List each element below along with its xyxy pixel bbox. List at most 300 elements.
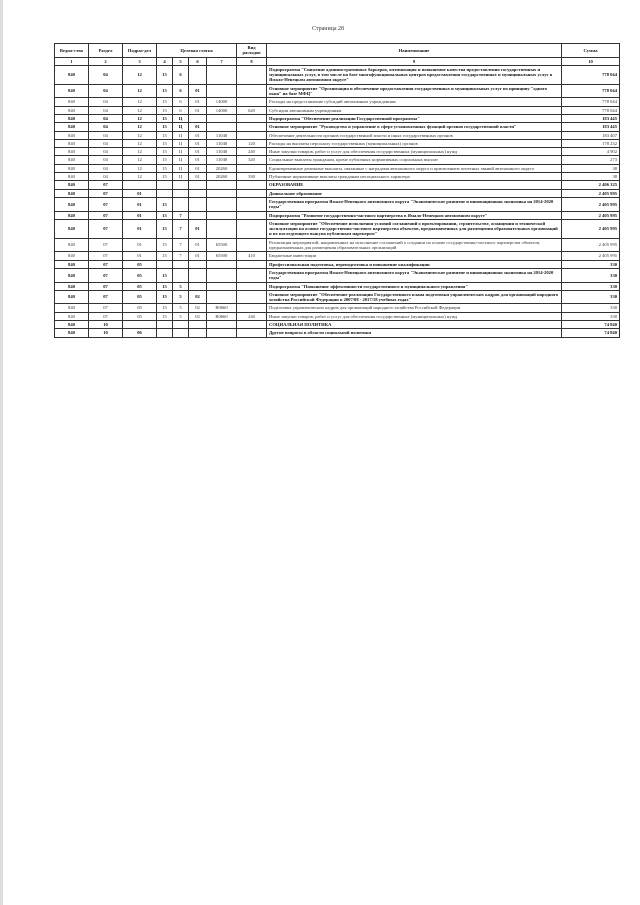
target-subprogram-cell: Ц [173, 173, 189, 181]
expense-type-cell: 620 [237, 106, 267, 114]
podrazdel-cell: 06 [123, 329, 157, 337]
table-row [55, 197, 620, 211]
target-event-cell [189, 282, 207, 290]
target-event-cell: 01 [189, 173, 207, 181]
expense-type-cell [237, 98, 267, 106]
target-subprogram-cell: 7 [173, 252, 189, 260]
target-subprogram-cell: 7 [173, 238, 189, 252]
sum-cell: 778 044 [562, 98, 620, 106]
razdel-cell: 07 [89, 181, 123, 189]
sum-cell: 2 405 995 [562, 219, 620, 238]
name-cell: Публичные нормативные выплаты гражданам несоциального характера [267, 173, 562, 181]
target-program-cell: 15 [157, 304, 173, 312]
podrazdel-cell: 05 [123, 282, 157, 290]
expense-type-cell: 240 [237, 148, 267, 156]
razdel-cell: 07 [89, 238, 123, 252]
razdel-cell: 04 [89, 84, 123, 98]
col-celevaya-header: Целевая статья [157, 44, 237, 58]
expense-type-cell [237, 238, 267, 252]
sum-cell: 330 [562, 290, 620, 304]
expense-type-cell [237, 260, 267, 268]
target-direction-cell [207, 114, 237, 122]
target-program-cell [157, 181, 173, 189]
header-number-cell: 3 [123, 57, 157, 65]
expense-type-cell [237, 320, 267, 328]
target-program-cell [157, 320, 173, 328]
target-program-cell: 15 [157, 114, 173, 122]
razdel-cell: 04 [89, 106, 123, 114]
target-event-cell: 01 [189, 219, 207, 238]
name-cell: Подпрограмма "Снижение административных барьеров, оптимизация и повышение качества предоставления государственных и муниципальных услуг, в том числе на базе многофункциональных центров предоставления государственных и муниципальных услуг в Ямало-Ненецком автономном округе" [267, 65, 562, 84]
target-program-cell: 15 [157, 65, 173, 84]
name-cell: СОЦИАЛЬНАЯ ПОЛИТИКА [267, 320, 562, 328]
sum-cell: 2 405 995 [562, 238, 620, 252]
expense-type-cell [237, 131, 267, 139]
expense-type-cell [237, 219, 267, 238]
podrazdel-cell: 12 [123, 139, 157, 147]
ved-cell: 840 [55, 219, 89, 238]
razdel-cell: 04 [89, 131, 123, 139]
target-direction-cell [207, 290, 237, 304]
page-number: Страница 28 [311, 26, 345, 32]
target-direction-cell: R0660 [207, 304, 237, 312]
razdel-cell: 07 [89, 268, 123, 282]
col-name-header: Наименование [267, 44, 562, 58]
target-program-cell [157, 329, 173, 337]
ved-cell: 840 [55, 164, 89, 172]
expense-type-cell [237, 164, 267, 172]
header-number-cell: 7 [207, 57, 237, 65]
razdel-cell: 07 [89, 252, 123, 260]
name-cell: Дошкольное образование [267, 189, 562, 197]
razdel-cell: 07 [89, 197, 123, 211]
target-subprogram-cell: Ц [173, 131, 189, 139]
ved-cell: 840 [55, 84, 89, 98]
target-event-cell: 01 [189, 164, 207, 172]
sum-cell: 2 405 995 [562, 197, 620, 211]
target-program-cell: 15 [157, 290, 173, 304]
table-row [55, 123, 620, 131]
name-cell: Социальные выплаты гражданам, кроме публичных нормативных социальных выплат [267, 156, 562, 164]
target-program-cell: 15 [157, 156, 173, 164]
target-event-cell [189, 114, 207, 122]
header-number-row [55, 57, 620, 65]
name-cell: Подпрограмма "Повышение эффективности государственного и муниципального управления" [267, 282, 562, 290]
razdel-cell: 07 [89, 211, 123, 219]
expense-type-cell [237, 290, 267, 304]
razdel-cell: 04 [89, 173, 123, 181]
table-row [55, 156, 620, 164]
podrazdel-cell: 12 [123, 173, 157, 181]
name-cell: Обеспечение деятельности органов государственной власти и иных государственных органов [267, 131, 562, 139]
ved-cell: 840 [55, 98, 89, 106]
podrazdel-cell: 12 [123, 123, 157, 131]
ved-cell: 840 [55, 290, 89, 304]
target-subprogram-cell: 6 [173, 84, 189, 98]
table-row [55, 173, 620, 181]
expense-type-cell [237, 282, 267, 290]
target-event-cell: 02 [189, 290, 207, 304]
target-event-cell: 02 [189, 304, 207, 312]
name-cell: Иные закупки товаров, работ и услуг для обеспечения государственных (муниципальных) нужд [267, 312, 562, 320]
sum-cell: 778 044 [562, 106, 620, 114]
ved-cell: 840 [55, 131, 89, 139]
table-row [55, 252, 620, 260]
name-cell: Профессиональная подготовка, переподготовка и повышение квалификации [267, 260, 562, 268]
target-direction-cell [207, 320, 237, 328]
sum-cell: 2 406 325 [562, 181, 620, 189]
target-direction-cell [207, 219, 237, 238]
name-cell: Другие вопросы в области социальной политики [267, 329, 562, 337]
header-number-cell: 9 [267, 57, 562, 65]
ved-cell: 840 [55, 197, 89, 211]
target-direction-cell: R0660 [207, 312, 237, 320]
ved-cell: 840 [55, 173, 89, 181]
podrazdel-cell: 01 [123, 252, 157, 260]
table-row [55, 320, 620, 328]
ved-cell: 840 [55, 238, 89, 252]
name-cell: Государственная программа Ямало-Ненецкого автономного округа "Экономическое развитие и инновационная экономика на 2014-2020 годы" [267, 197, 562, 211]
target-subprogram-cell: 6 [173, 106, 189, 114]
target-subprogram-cell [173, 181, 189, 189]
target-direction-cell [207, 260, 237, 268]
expense-type-cell [237, 329, 267, 337]
sum-cell: 74 840 [562, 329, 620, 337]
target-subprogram-cell: 5 [173, 290, 189, 304]
ved-cell: 840 [55, 304, 89, 312]
target-direction-cell [207, 268, 237, 282]
expense-type-cell [237, 197, 267, 211]
ved-cell: 840 [55, 268, 89, 282]
target-event-cell [189, 197, 207, 211]
target-program-cell: 15 [157, 197, 173, 211]
target-event-cell: 01 [189, 106, 207, 114]
target-subprogram-cell: 5 [173, 282, 189, 290]
table-row [55, 164, 620, 172]
target-subprogram-cell: Ц [173, 164, 189, 172]
podrazdel-cell: 05 [123, 268, 157, 282]
header-number-cell: 5 [173, 57, 189, 65]
table-row [55, 282, 620, 290]
podrazdel-cell: 12 [123, 114, 157, 122]
col-razdel-header: Раздел [89, 44, 123, 58]
expense-type-cell [237, 181, 267, 189]
sum-cell: 330 [562, 268, 620, 282]
sum-cell: 330 [562, 304, 620, 312]
expense-type-cell: 120 [237, 139, 267, 147]
sum-cell: 38 [562, 173, 620, 181]
ved-cell: 840 [55, 312, 89, 320]
expense-type-cell: 410 [237, 252, 267, 260]
podrazdel-cell: 12 [123, 65, 157, 84]
target-program-cell: 15 [157, 252, 173, 260]
target-direction-cell [207, 123, 237, 131]
podrazdel-cell: 01 [123, 197, 157, 211]
podrazdel-cell: 12 [123, 156, 157, 164]
razdel-cell: 07 [89, 312, 123, 320]
table-row [55, 290, 620, 304]
target-event-cell: 01 [189, 123, 207, 131]
ved-cell: 840 [55, 189, 89, 197]
table-row [55, 329, 620, 337]
podrazdel-cell: 12 [123, 106, 157, 114]
podrazdel-cell: 01 [123, 238, 157, 252]
target-subprogram-cell: Ц [173, 114, 189, 122]
table-row [55, 131, 620, 139]
podrazdel-cell: 12 [123, 148, 157, 156]
target-event-cell: 02 [189, 312, 207, 320]
sum-cell: 38 [562, 164, 620, 172]
razdel-cell: 07 [89, 304, 123, 312]
razdel-cell: 04 [89, 114, 123, 122]
table-row [55, 84, 620, 98]
target-program-cell: 15 [157, 131, 173, 139]
target-program-cell: 15 [157, 282, 173, 290]
expense-type-cell [237, 123, 267, 131]
table-row [55, 268, 620, 282]
table-row [55, 98, 620, 106]
target-subprogram-cell [173, 320, 189, 328]
target-direction-cell: 11040 [207, 148, 237, 156]
target-subprogram-cell [173, 268, 189, 282]
ved-cell: 840 [55, 320, 89, 328]
target-subprogram-cell: 6 [173, 98, 189, 106]
target-subprogram-cell: 5 [173, 304, 189, 312]
name-cell: Подготовка управленческих кадров для организаций народного хозяйства Российской Федерации [267, 304, 562, 312]
ved-cell: 840 [55, 65, 89, 84]
podrazdel-cell [123, 181, 157, 189]
target-subprogram-cell: Ц [173, 123, 189, 131]
razdel-cell: 04 [89, 65, 123, 84]
sum-cell: 330 [562, 312, 620, 320]
target-program-cell: 15 [157, 148, 173, 156]
target-program-cell: 15 [157, 123, 173, 131]
razdel-cell: 04 [89, 98, 123, 106]
podrazdel-cell: 01 [123, 219, 157, 238]
target-direction-cell [207, 197, 237, 211]
table-row [55, 148, 620, 156]
target-event-cell: 01 [189, 238, 207, 252]
podrazdel-cell: 05 [123, 260, 157, 268]
target-direction-cell [207, 84, 237, 98]
target-subprogram-cell: 7 [173, 219, 189, 238]
sum-cell: 330 [562, 260, 620, 268]
name-cell: Расходы на выплаты персоналу государственных (муниципальных) органов [267, 139, 562, 147]
target-direction-cell: 11040 [207, 139, 237, 147]
header-number-cell: 2 [89, 57, 123, 65]
expense-type-cell [237, 65, 267, 84]
name-cell: Основное мероприятие "Организация и обеспечение предоставления государственных и муниципальных услуг по принципу "одного окна" на базе МФЦ" [267, 84, 562, 98]
target-subprogram-cell [173, 197, 189, 211]
razdel-cell: 07 [89, 290, 123, 304]
ved-cell: 840 [55, 114, 89, 122]
target-direction-cell: 14000 [207, 98, 237, 106]
expense-type-cell [237, 84, 267, 98]
ved-cell: 840 [55, 156, 89, 164]
podrazdel-cell: 05 [123, 304, 157, 312]
header-number-cell: 1 [55, 57, 89, 65]
name-cell: ОБРАЗОВАНИЕ [267, 181, 562, 189]
target-event-cell [189, 320, 207, 328]
target-direction-cell: 20260 [207, 173, 237, 181]
table-row [55, 189, 620, 197]
sum-cell: 2 405 995 [562, 252, 620, 260]
header-number-cell: 6 [189, 57, 207, 65]
razdel-cell: 07 [89, 282, 123, 290]
table-row [55, 181, 620, 189]
target-program-cell: 15 [157, 211, 173, 219]
target-event-cell [189, 260, 207, 268]
ved-cell: 840 [55, 252, 89, 260]
podrazdel-cell: 12 [123, 98, 157, 106]
target-direction-cell [207, 181, 237, 189]
sum-cell: 2 405 995 [562, 211, 620, 219]
sum-cell: 330 [562, 282, 620, 290]
target-program-cell: 15 [157, 312, 173, 320]
header-number-cell: 10 [562, 57, 620, 65]
target-direction-cell: 11040 [207, 156, 237, 164]
ved-cell: 840 [55, 148, 89, 156]
table-row [55, 219, 620, 238]
scan-edge [0, 0, 3, 905]
name-cell: Государственная программа Ямало-Ненецкого автономного округа "Экономическое развитие и инновационная экономика на 2014-2020 годы" [267, 268, 562, 282]
ved-cell: 840 [55, 211, 89, 219]
header-number-cell: 4 [157, 57, 173, 65]
header-number-cell: 8 [237, 57, 267, 65]
sum-cell: 778 044 [562, 65, 620, 84]
podrazdel-cell: 05 [123, 312, 157, 320]
expense-type-cell [237, 189, 267, 197]
target-direction-cell: 65500 [207, 238, 237, 252]
expense-type-cell: 240 [237, 312, 267, 320]
name-cell: Единовременные денежные выплаты, связанные с наградами автономного округа и присвоением почетных званий автономного округа [267, 164, 562, 172]
razdel-cell: 04 [89, 156, 123, 164]
target-event-cell: 01 [189, 252, 207, 260]
sum-cell: 183 445 [562, 114, 620, 122]
target-subprogram-cell [173, 260, 189, 268]
target-program-cell [157, 189, 173, 197]
ved-cell: 840 [55, 181, 89, 189]
razdel-cell: 07 [89, 260, 123, 268]
ved-cell: 840 [55, 282, 89, 290]
razdel-cell: 10 [89, 329, 123, 337]
name-cell: Основное мероприятие "Руководство и управление в сфере установленных функций органов государственной власти" [267, 123, 562, 131]
target-event-cell: 01 [189, 156, 207, 164]
target-program-cell [157, 260, 173, 268]
podrazdel-cell: 12 [123, 84, 157, 98]
podrazdel-cell: 01 [123, 189, 157, 197]
table-row [55, 312, 620, 320]
sum-cell: 778 044 [562, 84, 620, 98]
target-event-cell [189, 211, 207, 219]
expense-type-cell [237, 268, 267, 282]
razdel-cell: 10 [89, 320, 123, 328]
table-row [55, 106, 620, 114]
target-direction-cell [207, 65, 237, 84]
budget-table [54, 43, 620, 338]
expense-type-cell [237, 114, 267, 122]
ved-cell: 840 [55, 123, 89, 131]
target-program-cell: 15 [157, 268, 173, 282]
col-podrazdel-header: Подраз-дел [123, 44, 157, 58]
target-direction-cell: 20260 [207, 164, 237, 172]
name-cell: Реализация мероприятий, направленных на исполнение соглашений о создании на основе государственно-частного партнерства объектов, предназначенных для размещения образовательных организаций [267, 238, 562, 252]
podrazdel-cell: 12 [123, 164, 157, 172]
sum-cell: 183 445 [562, 123, 620, 131]
target-direction-cell: 14000 [207, 106, 237, 114]
razdel-cell: 04 [89, 164, 123, 172]
target-event-cell: 01 [189, 131, 207, 139]
target-event-cell [189, 65, 207, 84]
sum-cell: 4 902 [562, 148, 620, 156]
podrazdel-cell: 05 [123, 290, 157, 304]
table-row [55, 238, 620, 252]
ved-cell: 840 [55, 329, 89, 337]
name-cell: Иные закупки товаров, работ и услуг для обеспечения государственных (муниципальных) нужд [267, 148, 562, 156]
expense-type-cell [237, 304, 267, 312]
sum-cell: 183 407 [562, 131, 620, 139]
table-row [55, 114, 620, 122]
target-program-cell: 15 [157, 139, 173, 147]
sum-cell: 74 840 [562, 320, 620, 328]
document-sheet [32, 22, 624, 736]
razdel-cell: 04 [89, 148, 123, 156]
expense-type-cell: 320 [237, 156, 267, 164]
ved-cell: 840 [55, 260, 89, 268]
col-vid-header: Вид расходов [237, 44, 267, 58]
sum-cell: 273 [562, 156, 620, 164]
podrazdel-cell [123, 320, 157, 328]
table-row [55, 304, 620, 312]
target-event-cell [189, 329, 207, 337]
table-row [55, 139, 620, 147]
target-direction-cell [207, 329, 237, 337]
sum-cell: 178 232 [562, 139, 620, 147]
name-cell: Подпрограмма "Развитие государственно-частного партнерства в Ямало-Ненецком автономном округе" [267, 211, 562, 219]
table-row [55, 65, 620, 84]
name-cell: Подпрограмма "Обеспечение реализации Государственной программы" [267, 114, 562, 122]
target-event-cell: 01 [189, 84, 207, 98]
target-subprogram-cell: 6 [173, 65, 189, 84]
razdel-cell: 04 [89, 123, 123, 131]
target-event-cell [189, 181, 207, 189]
target-program-cell: 15 [157, 219, 173, 238]
target-program-cell: 15 [157, 238, 173, 252]
name-cell: Основное мероприятие "Обеспечение реализации Государственного плана подготовки управленческих кадров для организаций народного хозяйства Российской Федерации в 2007/08 - 2017/18 учебных годах" [267, 290, 562, 304]
name-cell: Бюджетные инвестиции [267, 252, 562, 260]
razdel-cell: 07 [89, 219, 123, 238]
target-subprogram-cell: 7 [173, 211, 189, 219]
target-direction-cell [207, 211, 237, 219]
target-event-cell [189, 189, 207, 197]
target-subprogram-cell: Ц [173, 148, 189, 156]
target-program-cell: 15 [157, 106, 173, 114]
target-program-cell: 15 [157, 173, 173, 181]
expense-type-cell [237, 211, 267, 219]
target-direction-cell [207, 189, 237, 197]
col-summa-header: Сумма [562, 44, 620, 58]
target-subprogram-cell: 5 [173, 312, 189, 320]
expense-type-cell: 330 [237, 173, 267, 181]
razdel-cell: 07 [89, 189, 123, 197]
name-cell: Субсидии автономным учреждениям [267, 106, 562, 114]
target-subprogram-cell [173, 329, 189, 337]
col-ved-header: Ведом-ство [55, 44, 89, 58]
target-program-cell: 15 [157, 98, 173, 106]
table-row [55, 211, 620, 219]
target-event-cell [189, 268, 207, 282]
target-direction-cell: 65500 [207, 252, 237, 260]
